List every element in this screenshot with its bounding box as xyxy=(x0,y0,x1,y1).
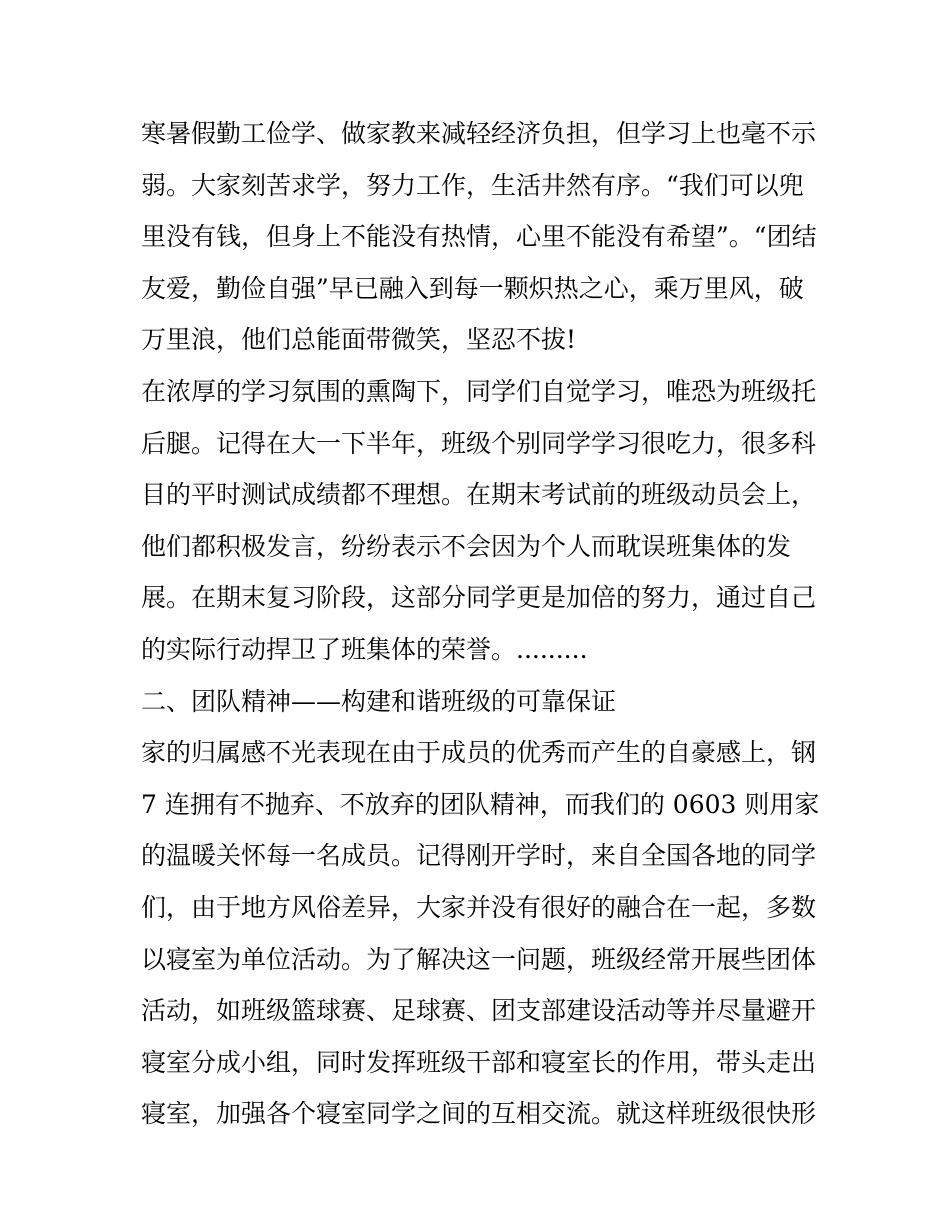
text-line: 们，由于地方风俗差异，大家并没有很好的融合在一起，多数 xyxy=(141,892,817,922)
body-text xyxy=(141,108,821,1140)
text-line: 以寝室为单位活动。为了解决这一问题，班级经常开展些团体 xyxy=(141,944,817,974)
section-heading: 二、团队精神——构建和谐班级的可靠保证 xyxy=(141,686,617,716)
text-line: 展。在期末复习阶段，这部分同学更是加倍的努力，通过自己 xyxy=(141,583,817,613)
text-line: 寝室，加强各个寝室同学之间的互相交流。就这样班级很快形 xyxy=(141,1099,817,1129)
text-line: 万里浪，他们总能面带微笑，坚忍不拔! xyxy=(141,325,577,355)
text-line: 家的归属感不光表现在由于成员的优秀而产生的自豪感上，钢 xyxy=(141,738,817,768)
text-line: 后腿。记得在大一下半年，班级个别同学学习很吃力，很多科 xyxy=(141,428,817,458)
text-line: 在浓厚的学习氛围的熏陶下，同学们自觉学习，唯恐为班级托 xyxy=(141,376,817,406)
text-line: 7 连拥有不抛弃、不放弃的团队精神，而我们的 0603 则用家 xyxy=(141,789,820,819)
text-line: 里没有钱，但身上不能没有热情，心里不能没有希望”。“团结 xyxy=(141,222,817,252)
text-line: 他们都积极发言，纷纷表示不会因为个人而耽误班集体的发 xyxy=(141,531,792,561)
text-line: 的温暖关怀每一名成员。记得刚开学时，来自全国各地的同学 xyxy=(141,841,817,871)
text-line: 寝室分成小组，同时发挥班级干部和寝室长的作用，带头走出 xyxy=(141,1047,817,1077)
text-line: 目的平时测试成绩都不理想。在期末考试前的班级动员会上， xyxy=(141,480,817,510)
text-line: 友爱，勤俭自强”早已融入到每一颗炽热之心，乘万里风，破 xyxy=(141,273,804,303)
text-line: 的实际行动捍卫了班集体的荣誉。......... xyxy=(141,634,588,664)
text-line: 寒暑假勤工俭学、做家教来减轻经济负担，但学习上也毫不示 xyxy=(141,119,817,148)
text-line: 活动，如班级篮球赛、足球赛、团支部建设活动等并尽量避开 xyxy=(141,996,817,1026)
text-line: 弱。大家刻苦求学，努力工作，生活井然有序。“我们可以兜 xyxy=(141,170,804,200)
